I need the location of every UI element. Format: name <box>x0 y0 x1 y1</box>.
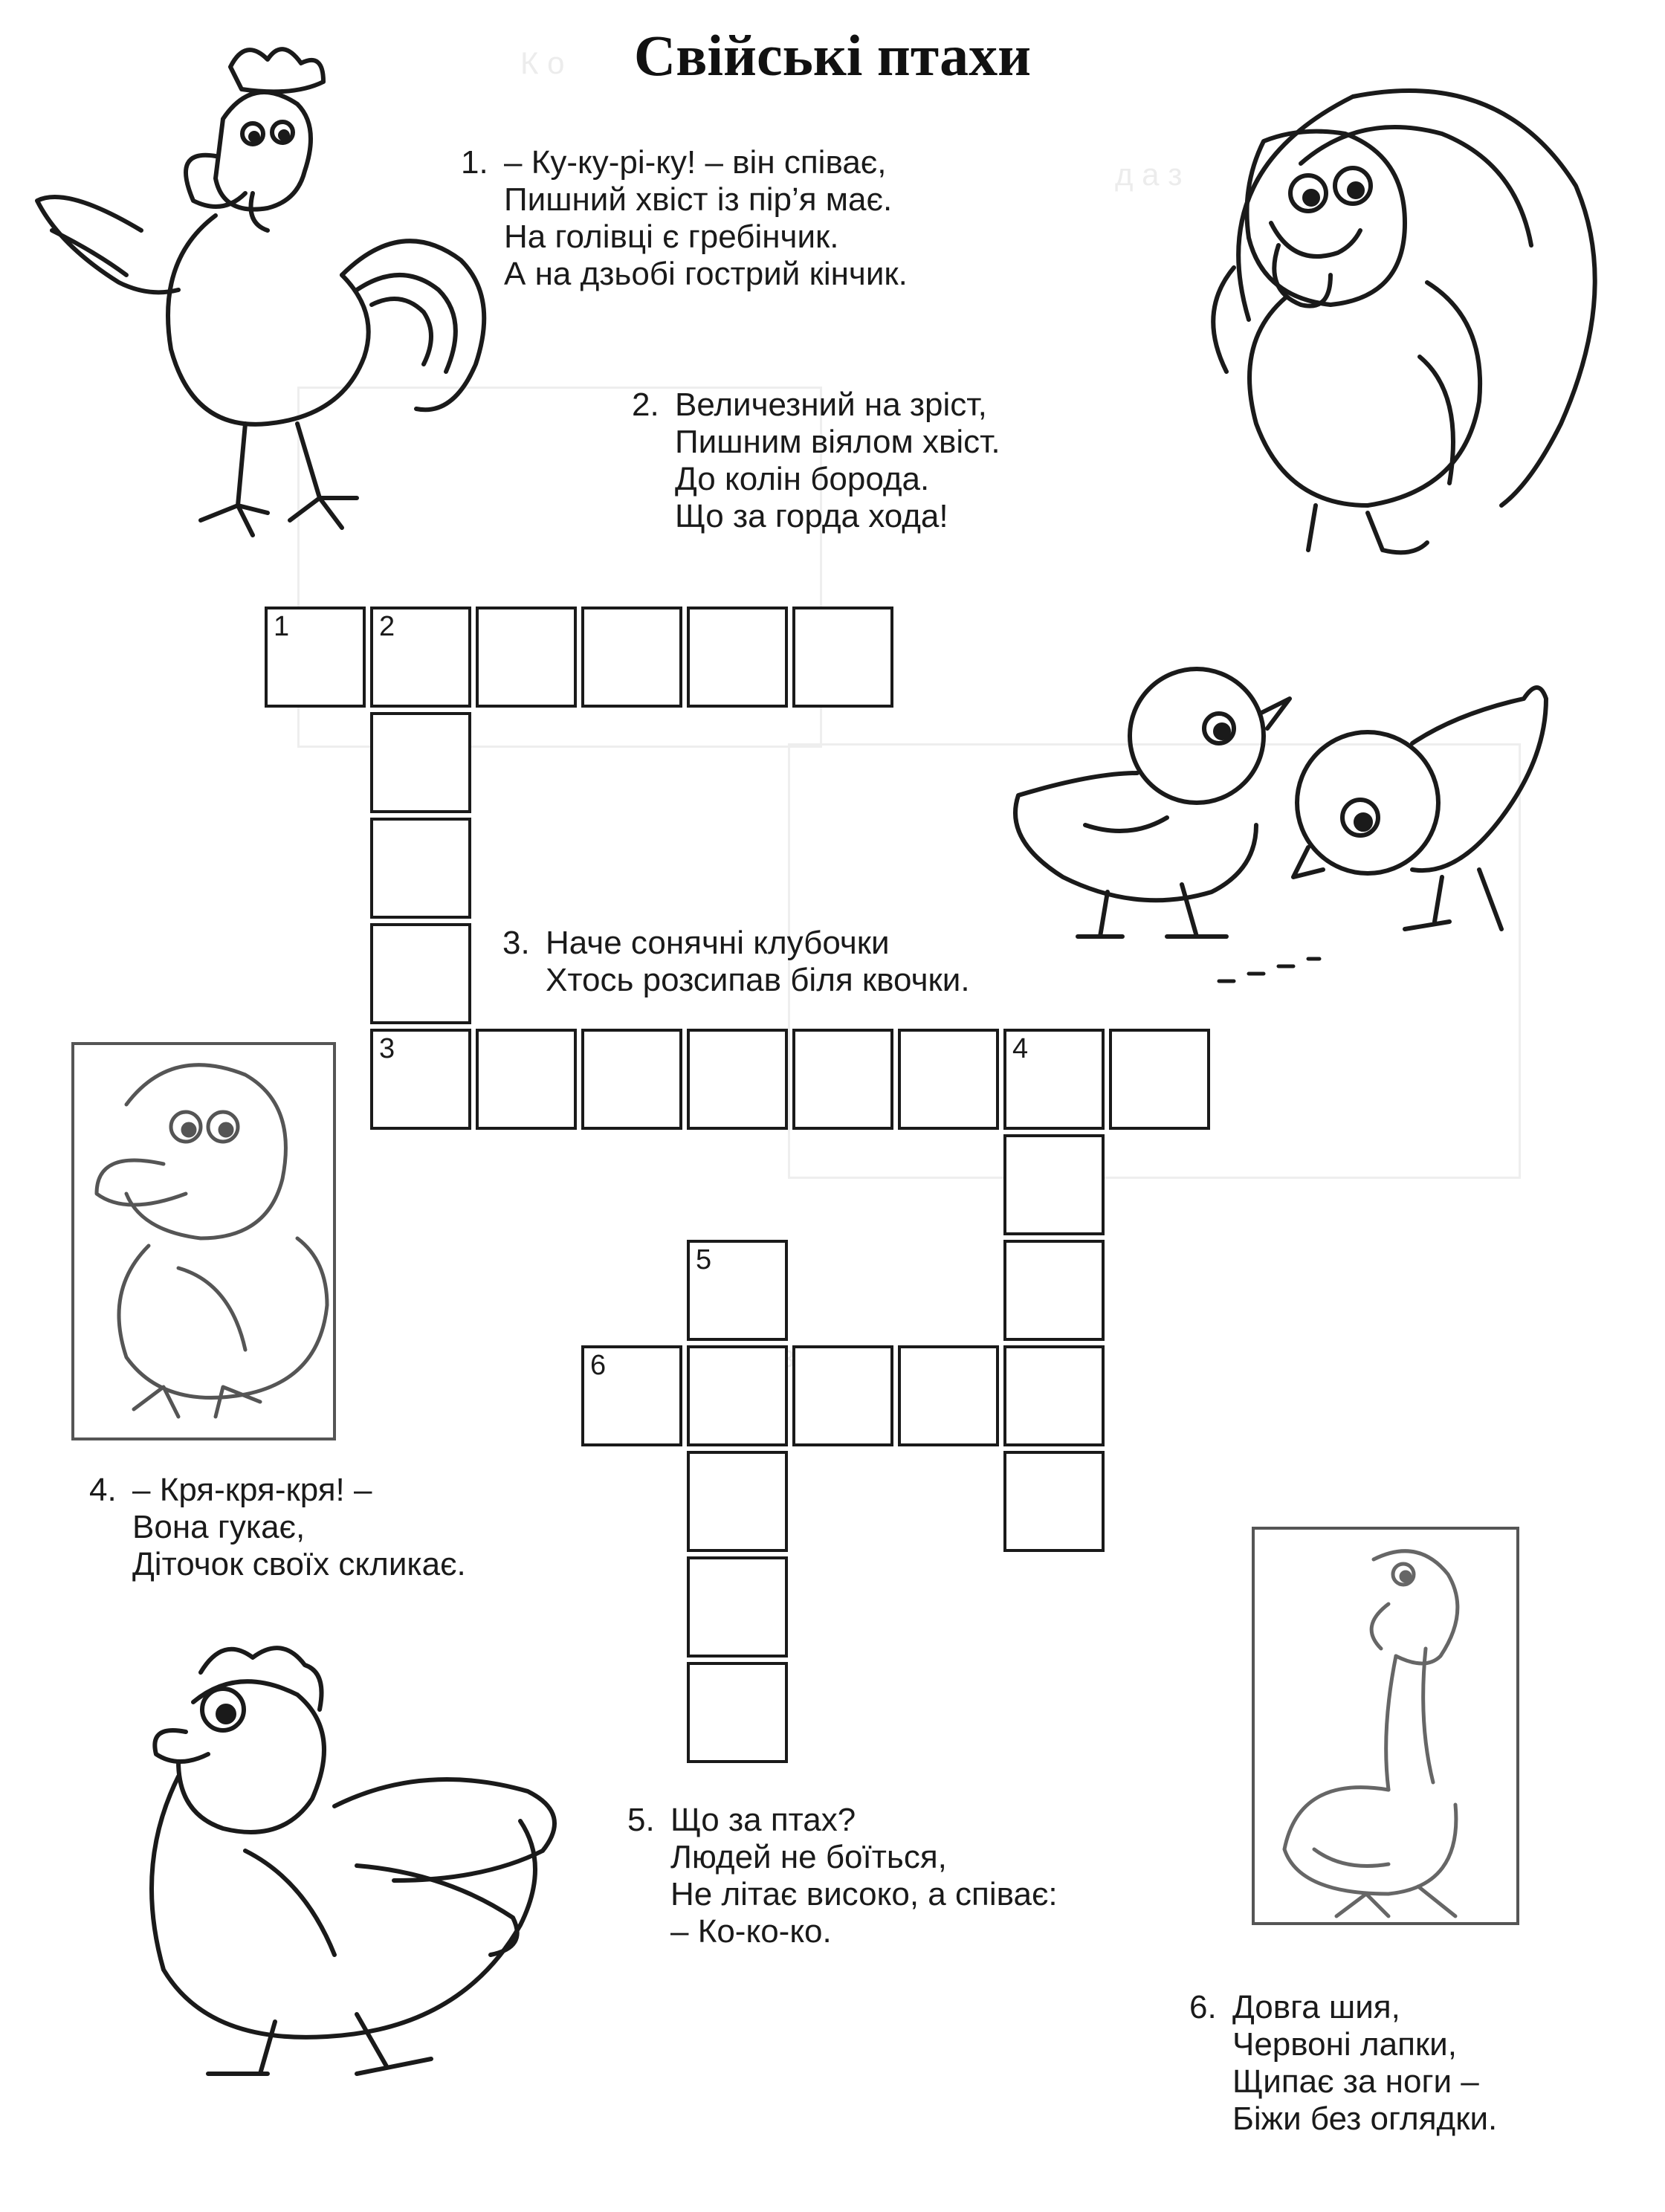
riddle-1: 1. – Ку-ку-рі-ку! – він співає, Пишний хвіст із пір’я має. На голівці є гребінчик. А на дзьобі гострий кінчик. <box>461 144 908 292</box>
clue-number: 2 <box>379 611 395 642</box>
crossword-cell[interactable] <box>581 1345 682 1446</box>
riddle-6: 6. Довга шия, Червоні лапки, Щипає за ноги – Біжи без оглядки. <box>1189 1989 1498 2137</box>
clue-number: 5 <box>696 1244 712 1275</box>
crossword-cell[interactable] <box>687 1240 788 1341</box>
turkey-icon <box>1137 74 1613 565</box>
crossword-cell[interactable] <box>687 1029 788 1130</box>
crossword-cell[interactable] <box>370 712 471 813</box>
crossword-cell[interactable] <box>687 1345 788 1446</box>
crossword-cell[interactable] <box>792 1345 893 1446</box>
crossword-cell[interactable] <box>1003 1345 1105 1446</box>
crossword-cell[interactable] <box>476 607 577 708</box>
crossword-cell[interactable] <box>1109 1029 1210 1130</box>
crossword-cell[interactable] <box>370 607 471 708</box>
crossword-cell[interactable] <box>898 1345 999 1446</box>
clue-number: 1 <box>274 611 290 642</box>
hen-icon <box>111 1628 617 2089</box>
crossword-cell[interactable] <box>898 1029 999 1130</box>
crossword-cell[interactable] <box>1003 1134 1105 1235</box>
show-through-text: д а з <box>1115 157 1183 192</box>
duck-icon <box>71 1042 336 1440</box>
riddle-3: 3. Наче сонячні клубочки Хтось розсипав біля квочки. <box>502 925 970 998</box>
crossword-cell[interactable] <box>1003 1240 1105 1341</box>
crossword-cell[interactable] <box>687 1662 788 1763</box>
chicks-icon <box>996 654 1591 989</box>
crossword-cell[interactable] <box>370 923 471 1024</box>
crossword-cell[interactable] <box>581 1029 682 1130</box>
crossword-cell[interactable] <box>687 1451 788 1552</box>
crossword-cell[interactable] <box>687 1556 788 1658</box>
page-title: Свійські птахи <box>633 23 1032 88</box>
crossword-cell[interactable] <box>792 607 893 708</box>
crossword-cell[interactable] <box>476 1029 577 1130</box>
clue-number: 6 <box>590 1350 607 1381</box>
crossword-cell[interactable] <box>1003 1451 1105 1552</box>
show-through-text: К о <box>520 45 565 80</box>
clue-number: 4 <box>1012 1033 1029 1064</box>
riddle-5: 5. Що за птах? Людей не боїться, Не літає високо, а співає: – Ко-ко-ко. <box>627 1802 1058 1950</box>
rooster-icon <box>30 37 520 557</box>
riddle-2: 2. Величезний на зріст, Пишним віялом хвіст. До колін борода. Що за горда хода! <box>632 387 1000 534</box>
crossword-cell[interactable] <box>581 607 682 708</box>
goose-icon <box>1252 1527 1519 1925</box>
crossword-cell[interactable] <box>265 607 366 708</box>
crossword-cell[interactable] <box>370 818 471 919</box>
crossword-cell[interactable] <box>792 1029 893 1130</box>
crossword-cell[interactable] <box>687 607 788 708</box>
clue-number: 3 <box>379 1033 395 1064</box>
crossword-cell[interactable] <box>1003 1029 1105 1130</box>
riddle-4: 4. – Кря-кря-кря! – Вона гукає, Діточок своїх скликає. <box>89 1472 466 1582</box>
crossword-cell[interactable] <box>370 1029 471 1130</box>
